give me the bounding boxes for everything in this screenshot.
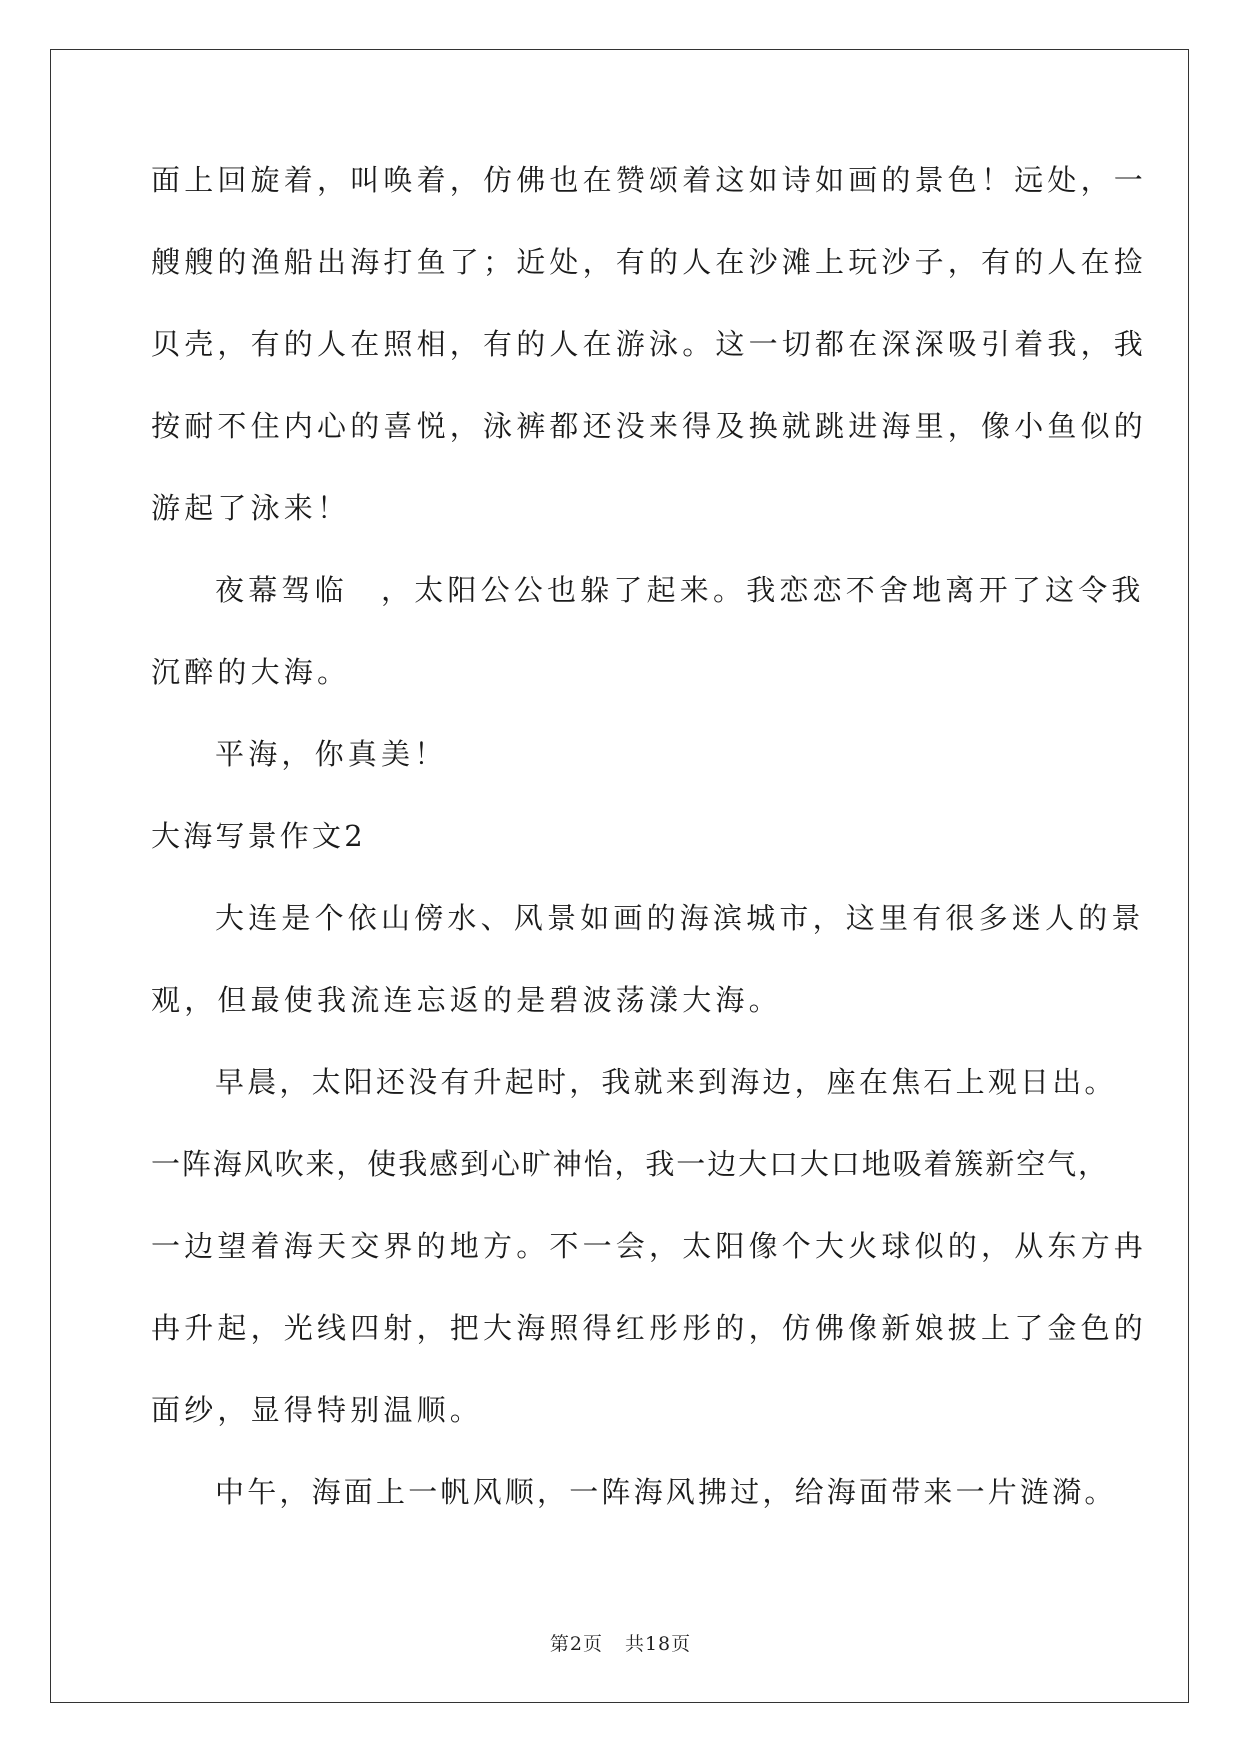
paragraph-line: 艘艘的渔船出海打鱼了；近处，有的人在沙滩上玩沙子，有的人在捡 (151, 245, 1148, 279)
document-body (151, 160, 1148, 1554)
paragraph-line: 一边望着海天交界的地方。不一会，太阳像个大火球似的，从东方冉 (151, 1229, 1148, 1263)
paragraph-line: 面纱，显得特别温顺。 (151, 1393, 484, 1427)
paragraph-line: 面上回旋着，叫唤着，仿佛也在赞颂着这如诗如画的景色！远处，一 (151, 163, 1148, 197)
paragraph-line: 沉醉的大海。 (151, 655, 351, 689)
paragraph-line: 观，但最使我流连忘返的是碧波荡漾大海。 (151, 983, 782, 1017)
paragraph-line: 中午，海面上一帆风顺，一阵海风拂过，给海面带来一片涟漪。 (215, 1475, 1117, 1509)
paragraph-line: 大连是个依山傍水、风景如画的海滨城市，这里有很多迷人的景 (215, 901, 1145, 935)
page-total: 共18页 (624, 1633, 692, 1655)
paragraph-line: 冉升起，光线四射，把大海照得红彤彤的，仿佛像新娘披上了金色的 (151, 1311, 1148, 1345)
section-heading: 大海写景作文2 (151, 819, 366, 853)
page-footer (0, 1629, 1241, 1656)
paragraph-line: 一阵海风吹来，使我感到心旷神怡，我一边大口大口地吸着簇新空气， (151, 1147, 1109, 1181)
paragraph-line: 平海，你真美！ (215, 737, 448, 771)
paragraph-line: 游起了泳来！ (151, 491, 351, 525)
paragraph-line: 夜幕驾临 ，太阳公公也躲了起来。我恋恋不舍地离开了这令我 (215, 573, 1145, 607)
paragraph-line: 早晨，太阳还没有升起时，我就来到海边，座在焦石上观日出。 (215, 1065, 1117, 1099)
page-number: 第2页 (549, 1633, 603, 1655)
paragraph-line: 贝壳，有的人在照相，有的人在游泳。这一切都在深深吸引着我，我 (151, 327, 1148, 361)
paragraph-line: 按耐不住内心的喜悦，泳裤都还没来得及换就跳进海里，像小鱼似的 (151, 409, 1148, 443)
